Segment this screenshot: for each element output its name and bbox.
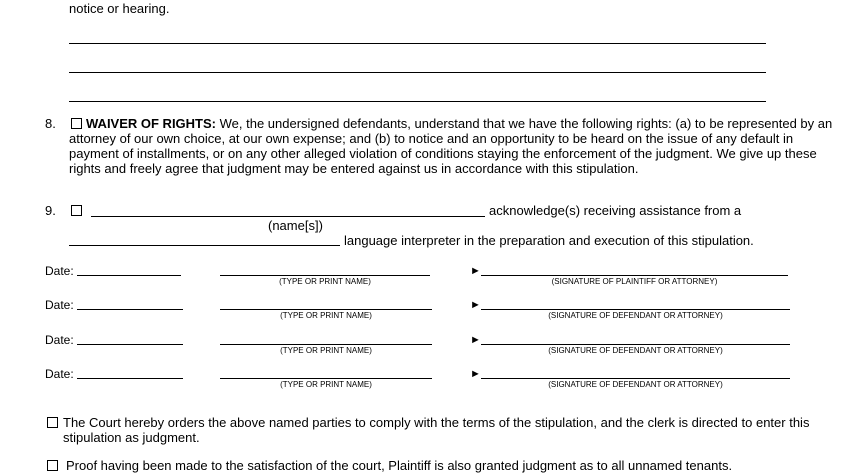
- proof-checkbox[interactable]: [47, 460, 58, 471]
- language-interpreter-text: language interpreter in the preparation and execution of this stipulation.: [344, 233, 754, 248]
- signature-field[interactable]: [481, 378, 790, 379]
- print-name-caption: (TYPE OR PRINT NAME): [280, 380, 372, 389]
- answer-line-3[interactable]: [69, 101, 766, 102]
- signature-field[interactable]: [481, 309, 790, 310]
- signature-field[interactable]: [481, 275, 788, 276]
- date-field[interactable]: [77, 378, 183, 379]
- signature-field[interactable]: [481, 344, 790, 345]
- names-field[interactable]: [91, 216, 485, 217]
- print-name-field[interactable]: [220, 275, 430, 276]
- cut-off-text-line: [69, 0, 769, 2]
- answer-line-1[interactable]: [69, 43, 766, 44]
- print-name-caption: (TYPE OR PRINT NAME): [280, 346, 372, 355]
- proof-line-1: Proof having been made to the satisfaction of the court, Plaintiff is also granted judgment as to all unnamed tenants.: [66, 458, 733, 473]
- arrow-icon: ►: [470, 299, 481, 311]
- signature-caption: (SIGNATURE OF PLAINTIFF OR ATTORNEY): [551, 277, 718, 286]
- signature-caption: (SIGNATURE OF DEFENDANT OR ATTORNEY): [548, 380, 723, 389]
- date-field[interactable]: [77, 309, 183, 310]
- waiver-checkbox[interactable]: [71, 118, 82, 129]
- interpreter-checkbox[interactable]: [71, 205, 82, 216]
- court-order-line-2: stipulation as judgment.: [63, 430, 200, 445]
- arrow-icon: ►: [470, 265, 481, 277]
- arrow-icon: ►: [470, 334, 481, 346]
- date-field[interactable]: [77, 275, 181, 276]
- signature-caption: (SIGNATURE OF DEFENDANT OR ATTORNEY): [548, 346, 723, 355]
- court-order-line-1: The Court hereby orders the above named parties to comply with the terms of the stipulation, and the clerk is directed to enter this: [63, 415, 810, 430]
- waiver-line-2: attorney of our own choice, at our own expense; and (b) to notice and an opportunity to be heard on the issue of any default in: [69, 131, 794, 146]
- date-label: Date:: [45, 367, 74, 381]
- notice-hearing-text: notice or hearing.: [69, 1, 170, 16]
- item-8-number: 8.: [45, 116, 56, 131]
- date-label: Date:: [45, 264, 74, 278]
- waiver-line-3: payment of installments, or on any other alleged violation of conditions staying the enforcement of the judgment. We give up these: [69, 146, 817, 161]
- item-9-number: 9.: [45, 203, 56, 218]
- arrow-icon: ►: [470, 368, 481, 380]
- print-name-field[interactable]: [220, 309, 432, 310]
- date-field[interactable]: [77, 344, 183, 345]
- date-label: Date:: [45, 333, 74, 347]
- signature-caption: (SIGNATURE OF DEFENDANT OR ATTORNEY): [548, 311, 723, 320]
- print-name-caption: (TYPE OR PRINT NAME): [280, 311, 372, 320]
- answer-line-2[interactable]: [69, 72, 766, 73]
- waiver-line-1: [86, 116, 832, 132]
- print-name-field[interactable]: [220, 344, 432, 345]
- language-field[interactable]: [69, 245, 340, 246]
- print-name-caption: (TYPE OR PRINT NAME): [279, 277, 371, 286]
- waiver-heading: WAIVER OF RIGHTS:: [86, 116, 216, 131]
- waiver-line-4: rights and freely agree that judgment may be entered against us in accordance with this stipulation.: [69, 161, 639, 176]
- date-label: Date:: [45, 298, 74, 312]
- names-caption: (name[s]): [268, 218, 323, 233]
- waiver-text-1: We, the undersigned defendants, understand that we have the following rights: (a) to be represented by an: [216, 116, 833, 131]
- print-name-field[interactable]: [220, 378, 432, 379]
- acknowledge-text: acknowledge(s) receiving assistance from a: [489, 203, 742, 218]
- court-order-checkbox[interactable]: [47, 417, 58, 428]
